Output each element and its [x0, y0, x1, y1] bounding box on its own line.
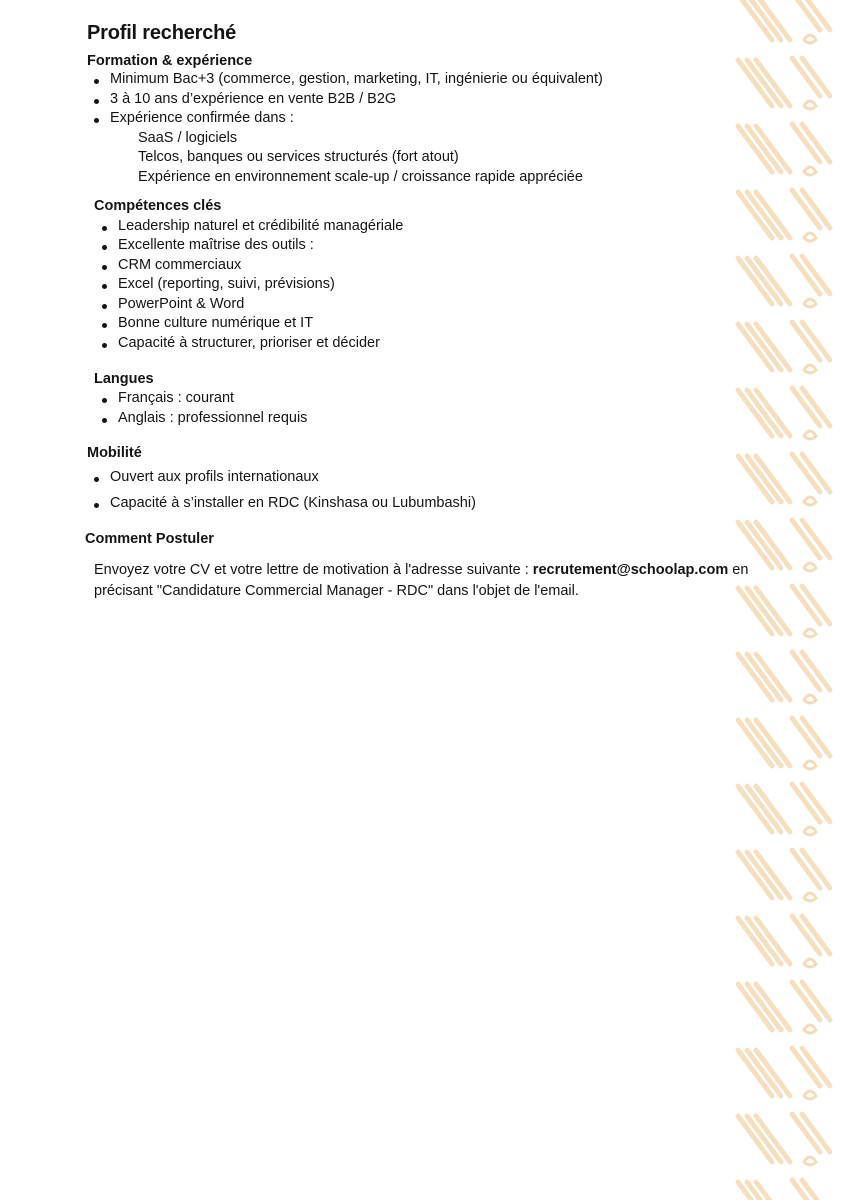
list-item: Expérience confirmée dans : — [110, 110, 294, 126]
pattern-motif — [738, 1114, 830, 1165]
pattern-motif — [738, 0, 830, 43]
list-item: Excellente maîtrise des outils : — [118, 237, 314, 253]
pattern-motif — [738, 1180, 830, 1200]
langues-heading: Langues — [94, 371, 154, 387]
list-item: Minimum Bac+3 (commerce, gestion, marketing, IT, ingénierie ou équivalent) — [110, 71, 603, 87]
list-item: Capacité à structurer, prioriser et décider — [118, 335, 380, 351]
pattern-motif — [738, 190, 830, 241]
postuler-heading: Comment Postuler — [85, 531, 214, 547]
competences-heading: Compétences clés — [94, 198, 222, 214]
postuler-text-after: en précisant "Candidature Commercial Manager - RDC" dans l'objet de l'email. — [94, 562, 749, 599]
pattern-motif — [738, 388, 830, 439]
list-item: Capacité à s’installer en RDC (Kinshasa ou Lubumbashi) — [110, 495, 476, 511]
pattern-motif — [738, 256, 830, 307]
pattern-motif — [738, 322, 830, 373]
sub-list-item: SaaS / logiciels — [138, 130, 238, 146]
sub-list-item: Telcos, banques ou services structurés (fort atout) — [138, 149, 459, 165]
postuler-text-before: Envoyez votre CV et votre lettre de motivation à l'adresse suivante : — [94, 562, 533, 578]
list-item: Français : courant — [118, 390, 235, 406]
pattern-motif — [738, 850, 830, 901]
pattern-motif — [738, 58, 830, 109]
pattern-motif — [738, 916, 830, 967]
pattern-motif — [738, 982, 830, 1033]
pattern-motif — [738, 124, 830, 175]
list-item: Bonne culture numérique et IT — [118, 315, 314, 331]
list-item: Excel (reporting, suivi, prévisions) — [118, 276, 335, 292]
pattern-motif — [738, 718, 830, 769]
list-item: PowerPoint & Word — [118, 296, 245, 312]
list-item: CRM commerciaux — [118, 257, 242, 273]
sub-list-item: Expérience en environnement scale-up / croissance rapide appréciée — [138, 169, 583, 185]
list-item: Ouvert aux profils internationaux — [110, 469, 319, 485]
formation-heading: Formation & expérience — [87, 53, 253, 69]
pattern-motif — [738, 652, 830, 703]
mobilite-heading: Mobilité — [87, 445, 142, 461]
page-title: Profil recherché — [87, 22, 237, 44]
postuler-paragraph — [94, 560, 794, 602]
pattern-motif — [738, 784, 830, 835]
list-item: 3 à 10 ans d’expérience en vente B2B / B2G — [110, 91, 397, 107]
pattern-motif — [738, 1048, 830, 1099]
list-item: Leadership naturel et crédibilité managériale — [118, 218, 404, 234]
pattern-motif — [738, 454, 830, 505]
contact-email: recrutement@schoolap.com — [532, 562, 729, 578]
list-item: Anglais : professionnel requis — [118, 410, 308, 426]
